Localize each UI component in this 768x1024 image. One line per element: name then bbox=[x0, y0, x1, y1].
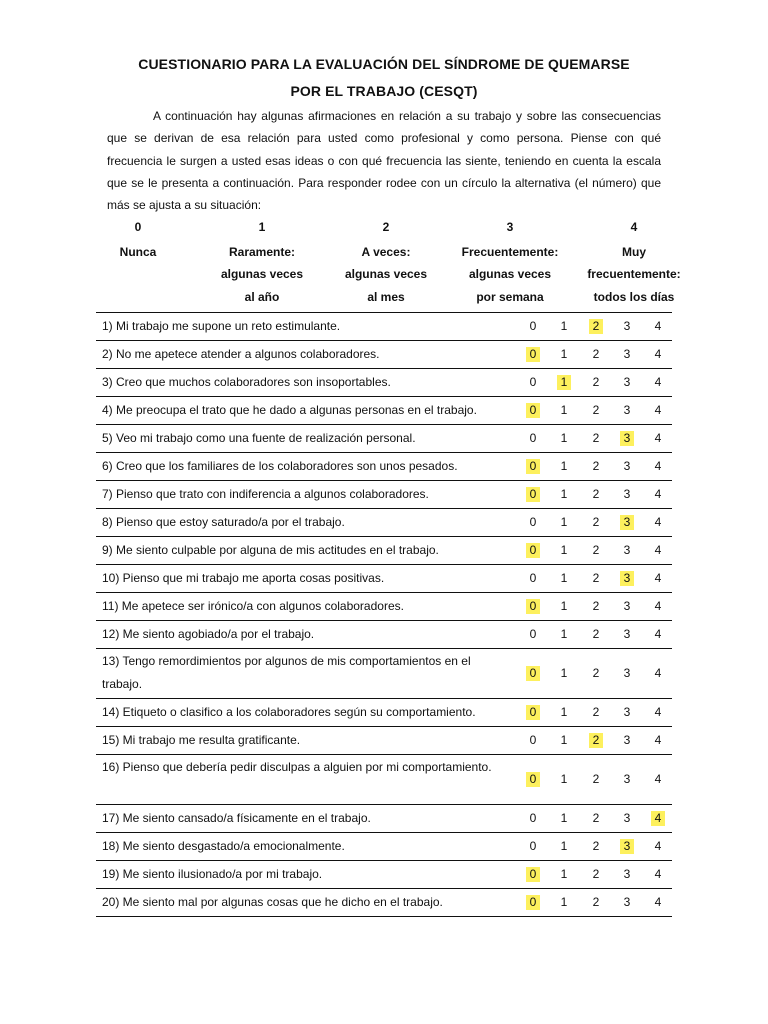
scale-label: algunas veces bbox=[468, 267, 552, 281]
selected-option[interactable]: 2 bbox=[589, 319, 603, 334]
option[interactable]: 2 bbox=[592, 347, 600, 361]
option[interactable]: 2 bbox=[592, 487, 600, 501]
scale-label: por semana bbox=[476, 289, 544, 304]
question-text: 1) Mi trabajo me supone un reto estimulante. bbox=[102, 319, 341, 333]
option[interactable]: 3 bbox=[623, 459, 631, 473]
option[interactable]: 2 bbox=[592, 571, 600, 585]
row-divider bbox=[96, 620, 672, 621]
row-divider bbox=[96, 832, 672, 833]
option[interactable]: 1 bbox=[560, 543, 568, 557]
option[interactable]: 3 bbox=[623, 627, 631, 641]
option[interactable]: 3 bbox=[623, 375, 631, 389]
question-text: 7) Pienso que trato con indiferencia a algunos colaboradores. bbox=[102, 487, 429, 501]
option[interactable]: 4 bbox=[654, 705, 662, 719]
option[interactable]: 0 bbox=[529, 431, 537, 445]
option[interactable]: 4 bbox=[654, 459, 662, 473]
option[interactable]: 4 bbox=[654, 347, 662, 361]
row-divider bbox=[96, 508, 672, 509]
option[interactable]: 4 bbox=[654, 627, 662, 641]
row-divider bbox=[96, 312, 672, 313]
selected-option[interactable]: 4 bbox=[651, 811, 665, 826]
option[interactable]: 4 bbox=[654, 571, 662, 585]
selected-option[interactable]: 3 bbox=[620, 431, 634, 446]
scale-label: al año bbox=[244, 289, 280, 304]
scale-label: Muy bbox=[622, 244, 646, 259]
question-text: 12) Me siento agobiado/a por el trabajo. bbox=[102, 627, 315, 641]
option[interactable]: 1 bbox=[560, 705, 568, 719]
selected-option[interactable]: 3 bbox=[620, 571, 634, 586]
option[interactable]: 3 bbox=[623, 347, 631, 361]
option[interactable]: 0 bbox=[529, 319, 537, 333]
option[interactable]: 0 bbox=[529, 627, 537, 641]
row-divider bbox=[96, 480, 672, 481]
question-text: 10) Pienso que mi trabajo me aporta cosas positivas. bbox=[102, 571, 385, 585]
selected-option[interactable]: 0 bbox=[526, 705, 540, 720]
option[interactable]: 4 bbox=[654, 319, 662, 333]
row-divider bbox=[96, 916, 672, 917]
question-text: 4) Me preocupa el trato que he dado a algunas personas en el trabajo. bbox=[102, 403, 477, 417]
selected-option[interactable]: 0 bbox=[526, 666, 540, 681]
option[interactable]: 2 bbox=[592, 705, 600, 719]
option[interactable]: 2 bbox=[592, 375, 600, 389]
option[interactable]: 3 bbox=[623, 867, 631, 881]
question-text: 6) Creo que los familiares de los colaboradores son unos pesados. bbox=[102, 459, 458, 473]
option[interactable]: 4 bbox=[654, 839, 662, 853]
selected-option[interactable]: 0 bbox=[526, 599, 540, 614]
option[interactable]: 1 bbox=[560, 459, 568, 473]
scale-label: algunas veces bbox=[220, 267, 304, 281]
option[interactable]: 1 bbox=[560, 895, 568, 909]
question-text: 18) Me siento desgastado/a emocionalmente. bbox=[102, 839, 345, 853]
option[interactable]: 4 bbox=[654, 375, 662, 389]
option[interactable]: 4 bbox=[654, 599, 662, 613]
option[interactable]: 2 bbox=[592, 811, 600, 825]
option[interactable]: 1 bbox=[560, 515, 568, 529]
option[interactable]: 4 bbox=[654, 431, 662, 445]
question-text: 9) Me siento culpable por alguna de mis actitudes en el trabajo. bbox=[102, 543, 439, 557]
selected-option[interactable]: 0 bbox=[526, 867, 540, 882]
question-text: 13) Tengo remordimientos por algunos de mis comportamientos en el trabajo. bbox=[102, 654, 471, 691]
selected-option[interactable]: 0 bbox=[526, 347, 540, 362]
option[interactable]: 1 bbox=[560, 772, 568, 786]
row-divider bbox=[96, 452, 672, 453]
option[interactable]: 2 bbox=[592, 543, 600, 557]
option[interactable]: 3 bbox=[623, 705, 631, 719]
option[interactable]: 3 bbox=[623, 319, 631, 333]
row-divider bbox=[96, 804, 672, 805]
option[interactable]: 3 bbox=[623, 772, 631, 786]
question-text: 19) Me siento ilusionado/a por mi trabajo. bbox=[102, 867, 323, 881]
selected-option[interactable]: 0 bbox=[526, 543, 540, 558]
row-divider bbox=[96, 564, 672, 565]
option[interactable]: 0 bbox=[529, 375, 537, 389]
option[interactable]: 3 bbox=[623, 666, 631, 680]
option[interactable]: 0 bbox=[529, 733, 537, 747]
option[interactable]: 2 bbox=[592, 895, 600, 909]
option[interactable]: 1 bbox=[560, 347, 568, 361]
option[interactable]: 2 bbox=[592, 431, 600, 445]
option[interactable]: 3 bbox=[623, 599, 631, 613]
scale-label: frecuentemente: bbox=[587, 267, 681, 281]
row-divider bbox=[96, 726, 672, 727]
option[interactable]: 4 bbox=[654, 403, 662, 417]
option[interactable]: 3 bbox=[623, 895, 631, 909]
option[interactable]: 3 bbox=[623, 543, 631, 557]
option[interactable]: 1 bbox=[560, 599, 568, 613]
row-divider bbox=[96, 648, 672, 649]
selected-option[interactable]: 3 bbox=[620, 515, 634, 530]
option[interactable]: 4 bbox=[654, 733, 662, 747]
row-divider bbox=[96, 368, 672, 369]
option[interactable]: 1 bbox=[560, 319, 568, 333]
scale-label: al mes bbox=[367, 289, 405, 304]
scale-level-2 bbox=[331, 216, 441, 308]
row-divider bbox=[96, 396, 672, 397]
selected-option[interactable]: 0 bbox=[526, 772, 540, 787]
scale-number: 1 bbox=[258, 220, 266, 234]
scale-label: todos los días bbox=[593, 289, 675, 304]
row-divider bbox=[96, 536, 672, 537]
scale-number: 3 bbox=[506, 220, 514, 234]
option[interactable]: 2 bbox=[592, 459, 600, 473]
scale-label: A veces: bbox=[361, 244, 411, 259]
option[interactable]: 0 bbox=[529, 839, 537, 853]
question-text: 2) No me apetece atender a algunos colaboradores. bbox=[102, 347, 380, 361]
question-text: 15) Mi trabajo me resulta gratificante. bbox=[102, 733, 301, 747]
option[interactable]: 2 bbox=[592, 403, 600, 417]
option[interactable]: 1 bbox=[560, 487, 568, 501]
option[interactable]: 3 bbox=[623, 811, 631, 825]
question-text: 17) Me siento cansado/a físicamente en el trabajo. bbox=[102, 811, 371, 825]
scale-level-4 bbox=[574, 216, 694, 308]
scale-label: Nunca bbox=[119, 244, 157, 259]
intro-paragraph: A continuación hay algunas afirmaciones en relación a su trabajo y sobre las consecuencias que se derivan de esa relación para usted como profesional y como persona. Piense con qué frecuencia le surgen a usted esas ideas o con qué frecuencia las siente, teniendo en cuenta la escala que se le presenta a continuación. Para responder rodee con un círculo la alternativa (el número) que más se ajusta a su situación: bbox=[107, 109, 661, 213]
selected-option[interactable]: 0 bbox=[526, 895, 540, 910]
option[interactable]: 4 bbox=[654, 543, 662, 557]
option[interactable]: 4 bbox=[654, 666, 662, 680]
option[interactable]: 3 bbox=[623, 733, 631, 747]
option[interactable]: 0 bbox=[529, 571, 537, 585]
option[interactable]: 4 bbox=[654, 487, 662, 501]
option[interactable]: 2 bbox=[592, 839, 600, 853]
option[interactable]: 1 bbox=[560, 811, 568, 825]
question-text: 5) Veo mi trabajo como una fuente de realización personal. bbox=[102, 431, 416, 445]
scale-label: Raramente: bbox=[228, 244, 296, 259]
option[interactable]: 1 bbox=[560, 431, 568, 445]
selected-option[interactable]: 2 bbox=[589, 733, 603, 748]
scale-level-1 bbox=[202, 216, 322, 308]
selected-option[interactable]: 1 bbox=[557, 375, 571, 390]
selected-option[interactable]: 0 bbox=[526, 403, 540, 418]
scale-number: 2 bbox=[382, 220, 390, 234]
scale-number: 4 bbox=[630, 220, 638, 234]
scale-level-0 bbox=[83, 216, 193, 263]
row-divider bbox=[96, 754, 672, 755]
option[interactable]: 3 bbox=[623, 403, 631, 417]
question-text: 11) Me apetece ser irónico/a con algunos colaboradores. bbox=[102, 599, 404, 613]
option[interactable]: 1 bbox=[560, 403, 568, 417]
question-text: 20) Me siento mal por algunas cosas que he dicho en el trabajo. bbox=[102, 895, 443, 909]
option[interactable]: 2 bbox=[592, 867, 600, 881]
option[interactable]: 2 bbox=[592, 627, 600, 641]
question-text: 3) Creo que muchos colaboradores son insoportables. bbox=[102, 375, 391, 389]
scale-level-3 bbox=[446, 216, 574, 308]
scale-label: algunas veces bbox=[344, 267, 428, 281]
question-text: 14) Etiqueto o clasifico a los colaboradores según su comportamiento. bbox=[102, 705, 476, 719]
option[interactable]: 2 bbox=[592, 666, 600, 680]
option[interactable]: 2 bbox=[592, 772, 600, 786]
option[interactable]: 1 bbox=[560, 839, 568, 853]
title-line-2: POR EL TRABAJO (CESQT) bbox=[290, 83, 478, 99]
row-divider bbox=[96, 592, 672, 593]
row-divider bbox=[96, 888, 672, 889]
selected-option[interactable]: 0 bbox=[526, 487, 540, 502]
option[interactable]: 4 bbox=[654, 772, 662, 786]
selected-option[interactable]: 3 bbox=[620, 839, 634, 854]
option[interactable]: 4 bbox=[654, 867, 662, 881]
option[interactable]: 2 bbox=[592, 599, 600, 613]
row-divider bbox=[96, 424, 672, 425]
option[interactable]: 1 bbox=[560, 733, 568, 747]
row-divider bbox=[96, 340, 672, 341]
option[interactable]: 1 bbox=[560, 571, 568, 585]
option[interactable]: 1 bbox=[560, 867, 568, 881]
selected-option[interactable]: 0 bbox=[526, 459, 540, 474]
question-text: 8) Pienso que estoy saturado/a por el trabajo. bbox=[102, 515, 345, 529]
title-line-1: CUESTIONARIO PARA LA EVALUACIÓN DEL SÍNDROME DE QUEMARSE bbox=[138, 56, 630, 72]
option[interactable]: 1 bbox=[560, 627, 568, 641]
option[interactable]: 1 bbox=[560, 666, 568, 680]
scale-label: Frecuentemente: bbox=[461, 244, 559, 259]
option[interactable]: 2 bbox=[592, 515, 600, 529]
row-divider bbox=[96, 698, 672, 699]
scale-number: 0 bbox=[134, 220, 142, 234]
option[interactable]: 0 bbox=[529, 515, 537, 529]
row-divider bbox=[96, 860, 672, 861]
option[interactable]: 4 bbox=[654, 895, 662, 909]
option[interactable]: 3 bbox=[623, 487, 631, 501]
option[interactable]: 0 bbox=[529, 811, 537, 825]
question-text: 16) Pienso que debería pedir disculpas a alguien por mi comportamiento. bbox=[102, 760, 492, 774]
option[interactable]: 4 bbox=[654, 515, 662, 529]
